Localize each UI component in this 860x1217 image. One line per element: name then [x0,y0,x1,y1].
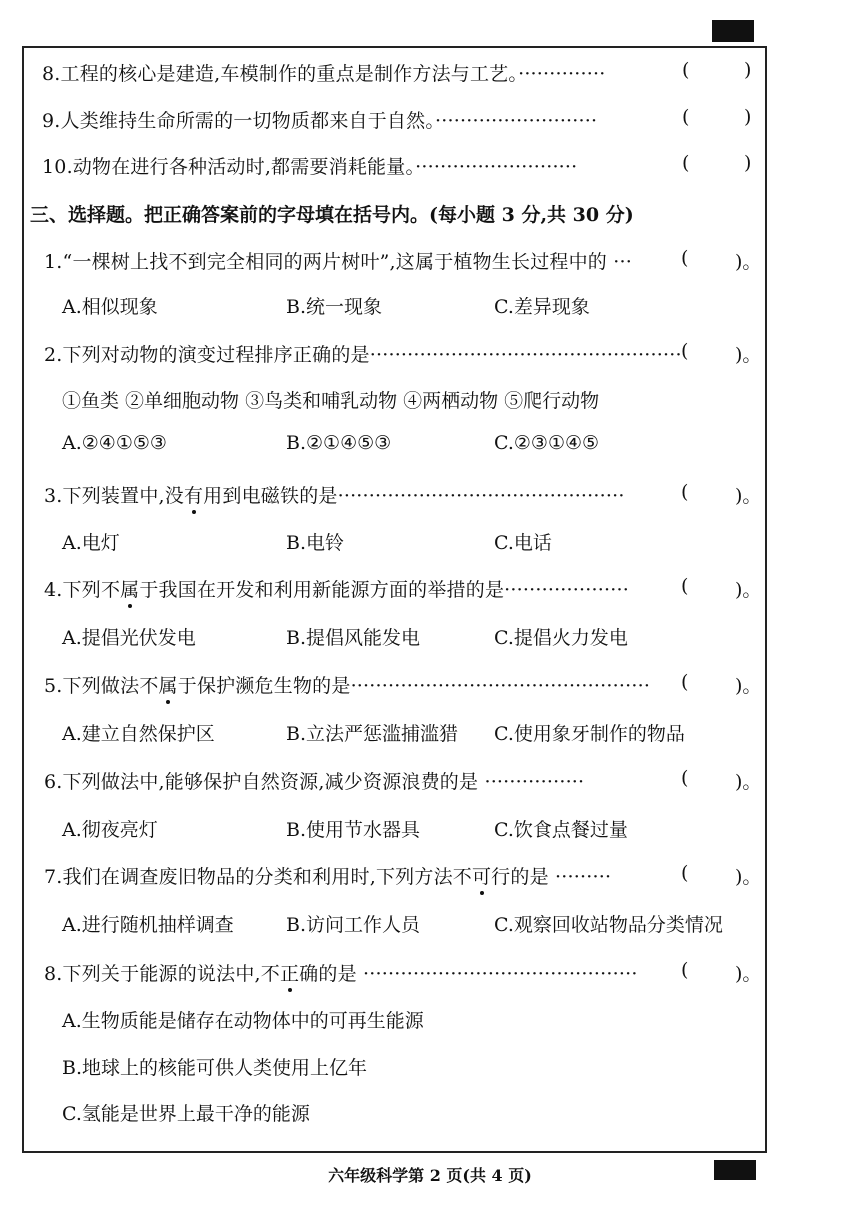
question-8 [44,959,638,986]
question-text: 5.下列做法 [44,675,140,697]
question-text: 7.我们在调查废旧物品的分类和利用时,下列方法 [44,866,453,888]
option-c: C.提倡火力发电 [494,627,628,649]
option-c: C.使用象牙制作的物品 [494,723,685,745]
option-a: A.提倡光伏发电 [62,627,196,649]
question-text: 保护濒危生物的是 [196,675,351,697]
option-b: B.电铃 [286,532,345,554]
answer-bracket-open[interactable]: ( [681,340,689,362]
leader-dots: ·························· [435,110,598,132]
answer-bracket-open[interactable]: ( [682,59,690,81]
leader-dots: ··· [607,251,632,273]
option-a: A.生物质能是储存在动物体中的可再生能源 [62,1010,424,1032]
page-border-bottom [22,1151,767,1153]
question-text: 1.“一棵树上找不到完全相同的两片树叶”,这属于植物生长过程中的 [44,251,607,273]
leader-dots: ·············································· [337,485,625,507]
answer-bracket-close: ) [744,106,752,128]
option-a: A.进行随机抽样调查 [62,914,234,936]
question-text: 的是 [318,963,357,985]
emphasis-text: 不正确 [260,963,319,985]
question-text: 4.下列 [44,579,101,601]
answer-bracket-open[interactable]: ( [681,481,689,503]
option-c: C.氢能是世界上最干净的能源 [62,1103,310,1125]
answer-bracket-close: )。 [735,963,762,985]
judge-item-text: 10.动物在进行各种活动时,都需要消耗能量。 [42,156,416,178]
answer-bracket-open[interactable]: ( [681,862,689,884]
option-c: C.②③①④⑤ [494,432,600,454]
leader-dots: ·························· [415,156,578,178]
leader-dots: ·················································· [369,344,682,366]
sequence-items: ①鱼类 ②单细胞动物 ③鸟类和哺乳动物 ④两栖动物 ⑤爬行动物 [62,390,600,412]
page-border-right [765,46,767,1152]
option-b: B.立法严惩滥捕滥猎 [286,723,459,745]
option-b: B.提倡风能发电 [286,627,421,649]
page-footer: 六年级科学第 2 页(共 4 页) [328,1166,532,1185]
judge-item-8 [42,59,605,86]
emphasis-text: 没有用 [164,485,223,507]
answer-bracket-open[interactable]: ( [681,247,689,269]
option-a: A.电灯 [62,532,120,554]
judge-item-text: 8.工程的核心是建造,车模制作的重点是制作方法与工艺。 [42,63,519,85]
answer-bracket-close: ) [744,59,752,81]
option-c: C.饮食点餐过量 [494,819,628,841]
option-a: A.彻夜亮灯 [62,819,158,841]
emphasis-text: 不属于 [139,675,197,697]
option-a: A.②④①⑤③ [62,432,167,454]
emphasis-text: 不属于 [100,579,159,601]
option-c: C.观察回收站物品分类情况 [494,914,723,936]
answer-bracket-close: )。 [735,771,762,793]
leader-dots: ················ [478,771,585,793]
question-text: 2.下列对动物的演变过程排序正确的是 [44,344,370,366]
page-border-left [22,46,24,1152]
option-a: A.相似现象 [62,296,158,318]
leader-dots: ········· [548,866,612,888]
option-b: B.统一现象 [286,296,383,318]
option-b: B.地球上的核能可供人类使用上亿年 [62,1057,368,1079]
answer-bracket-open[interactable]: ( [682,106,690,128]
question-text: 的是 [510,866,549,888]
answer-bracket-open[interactable]: ( [681,575,689,597]
question-2 [44,340,682,367]
answer-bracket-open[interactable]: ( [681,959,689,981]
question-text: 3.下列装置中, [44,485,165,507]
leader-dots: ···················· [504,579,629,601]
answer-bracket-close: )。 [735,251,762,273]
emphasis-text: 不可行 [452,866,511,888]
judge-item-text: 9.人类维持生命所需的一切物质都来自于自然。 [42,110,436,132]
question-text: 6.下列做法中,能够保护自然资源,减少资源浪费的是 [44,771,479,793]
answer-bracket-close: )。 [735,579,762,601]
answer-bracket-open[interactable]: ( [681,767,689,789]
option-c: C.差异现象 [494,296,590,318]
question-text: 我国在开发和利用新能源方面的举措的是 [158,579,505,601]
option-b: B.②①④⑤③ [286,432,392,454]
option-b: B.访问工作人员 [286,914,421,936]
answer-bracket-close: )。 [735,675,762,697]
question-3 [44,481,625,508]
answer-bracket-open[interactable]: ( [681,671,689,693]
question-text: 8.下列关于能源的说法中, [44,963,261,985]
registration-mark-top [712,20,754,42]
question-6 [44,767,584,794]
judge-item-10 [42,152,577,179]
question-text: 到电磁铁的是 [222,485,338,507]
option-c: C.电话 [494,532,552,554]
leader-dots: ············································ [356,963,638,985]
answer-bracket-close: )。 [735,866,762,888]
question-5 [44,671,650,698]
judge-item-9 [42,106,597,133]
answer-bracket-open[interactable]: ( [682,152,690,174]
section-title: 三、选择题。把正确答案前的字母填在括号内。(每小题 3 分,共 30 分) [30,204,634,226]
leader-dots: ················································ [350,675,651,697]
leader-dots: ·············· [518,63,606,85]
answer-bracket-close: )。 [735,344,762,366]
question-1 [44,247,632,274]
answer-bracket-close: )。 [735,485,762,507]
page-border-top [22,46,767,48]
option-a: A.建立自然保护区 [62,723,215,745]
question-4 [44,575,629,602]
answer-bracket-close: ) [744,152,752,174]
option-b: B.使用节水器具 [286,819,421,841]
question-7 [44,862,611,889]
